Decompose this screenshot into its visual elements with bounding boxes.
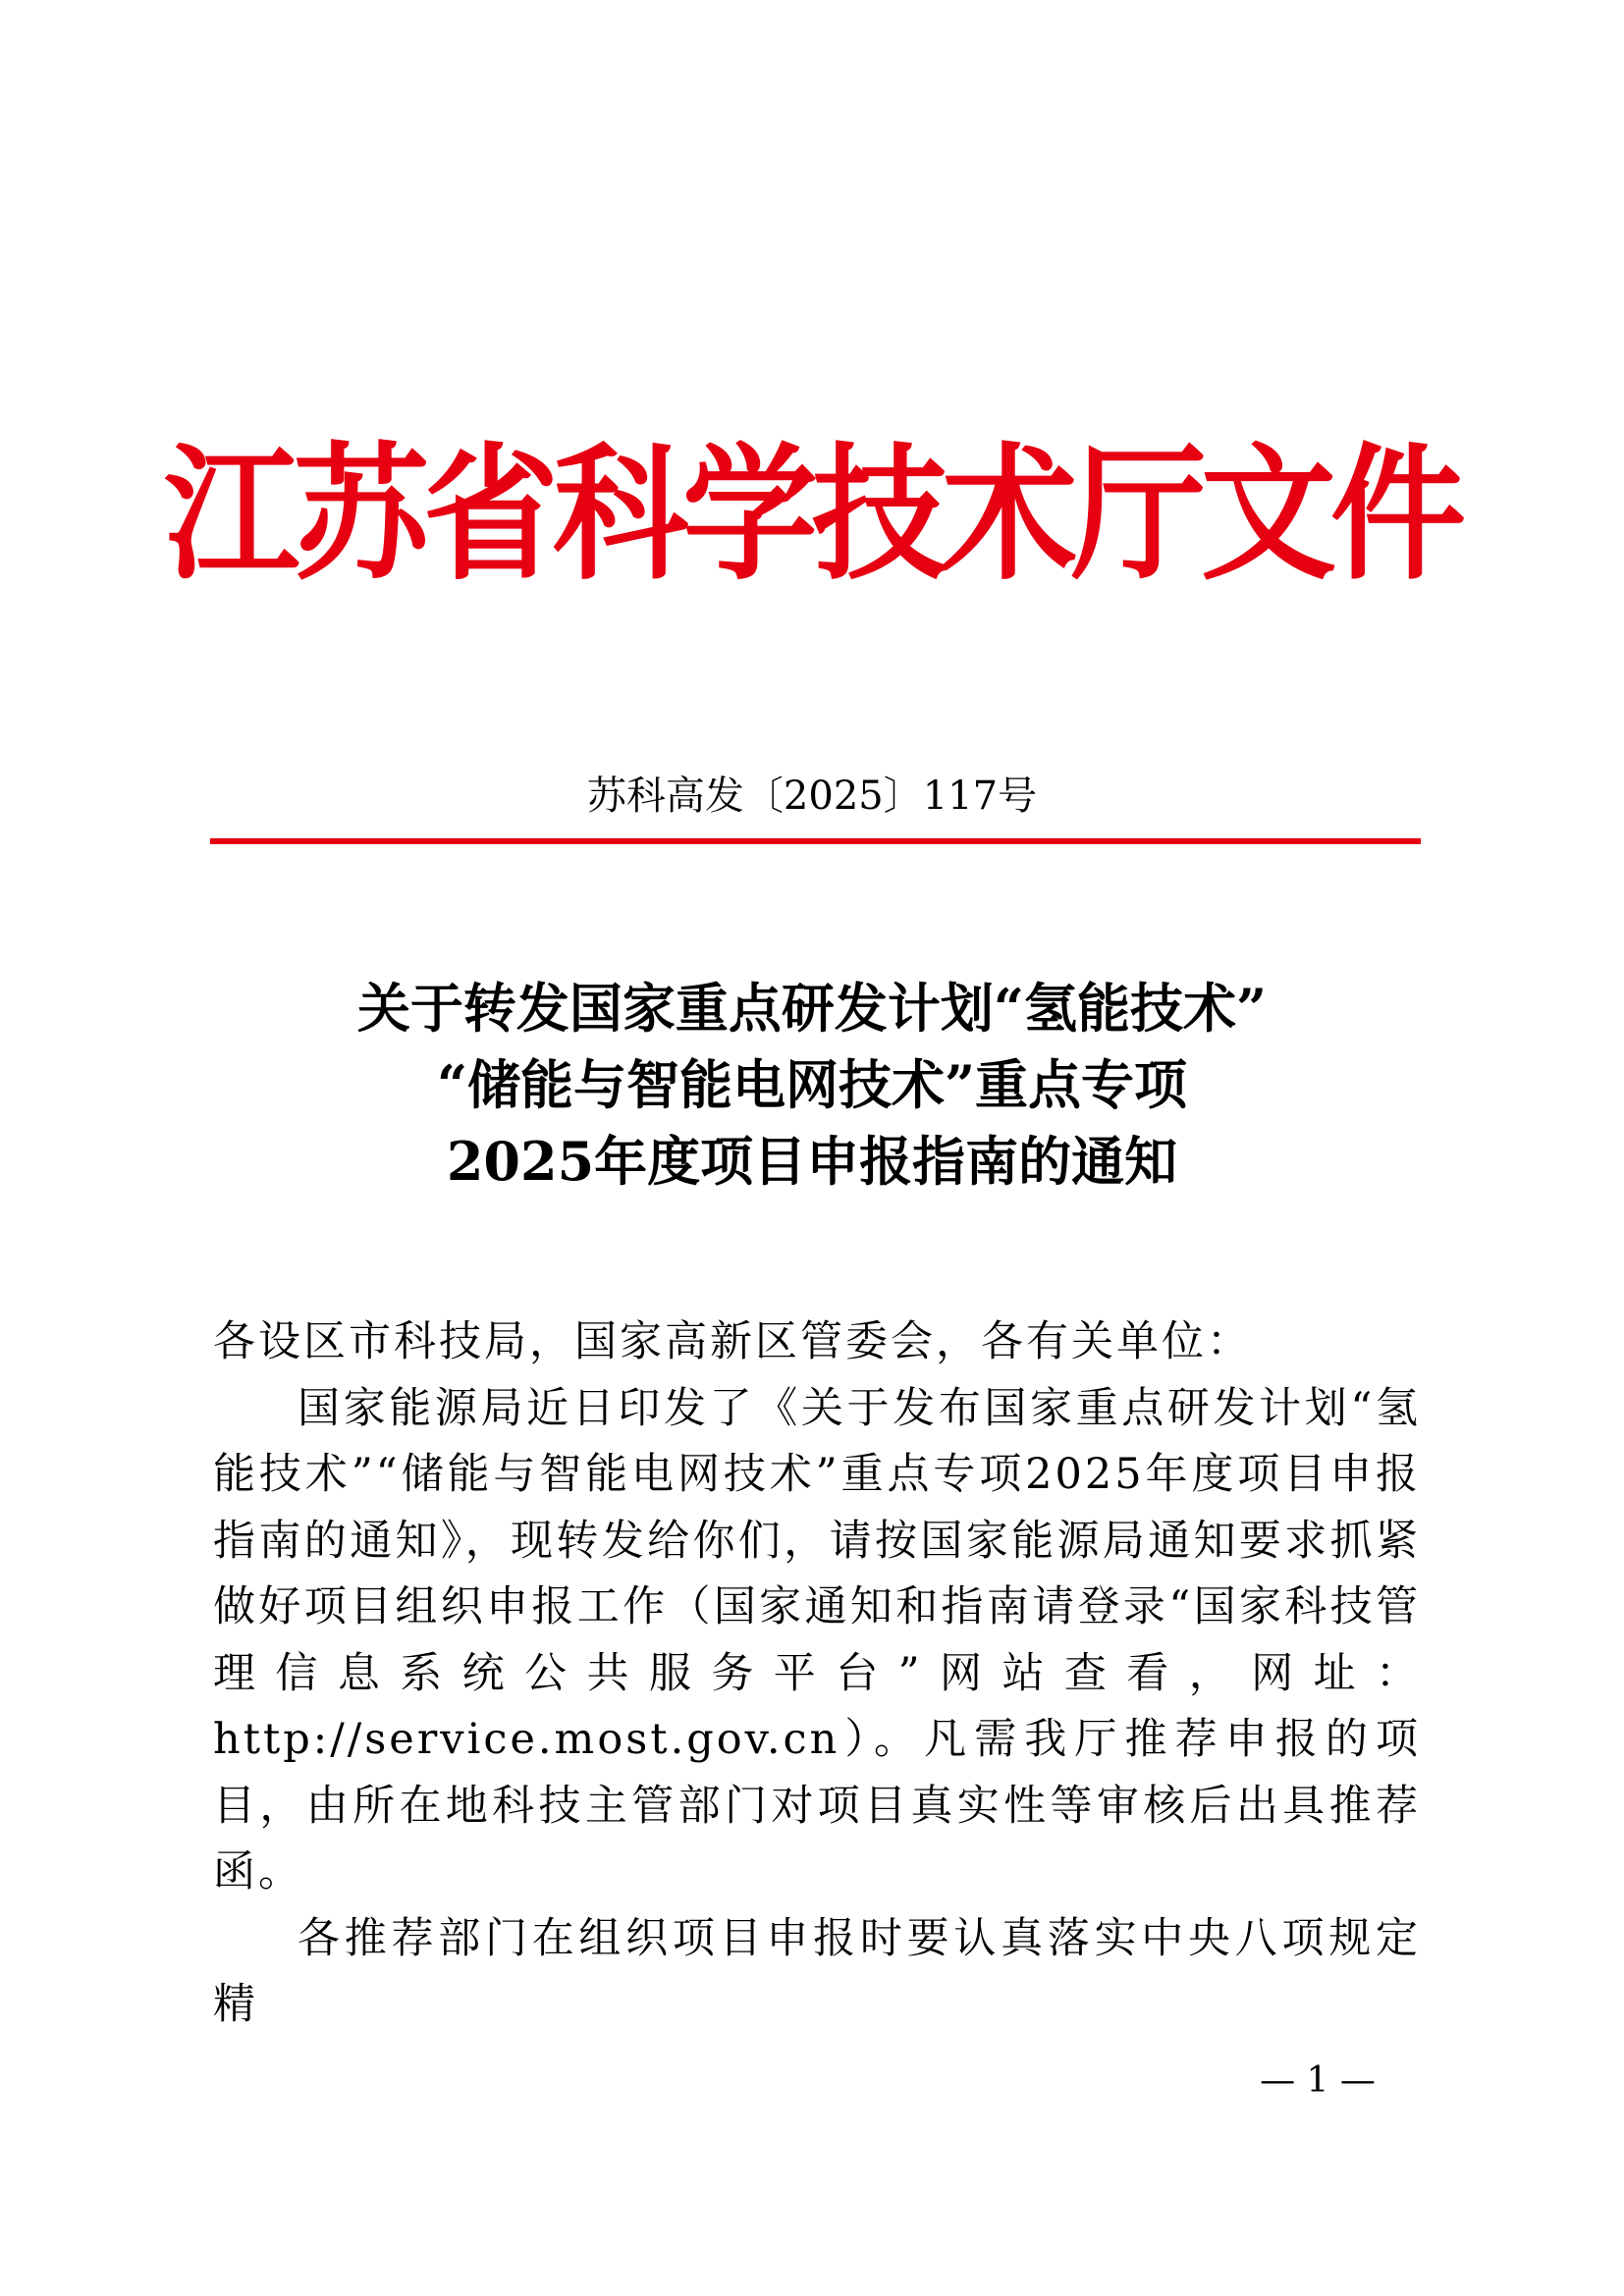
notice-body [213, 1309, 1421, 2039]
masthead-title: 江苏省科学技术厅文件 [163, 429, 1460, 601]
notice-title-line-2: “储能与智能电网技术”重点专项 [436, 1053, 1188, 1116]
notice-title-line-3: 2025年度项目申报指南的通知 [446, 1130, 1178, 1193]
salutation: 各设区市科技局，国家高新区管委会，各有关单位： [213, 1317, 1252, 1366]
body-paragraph-1: 国家能源局近日印发了《关于发布国家重点研发计划“氢能技术”“储能与智能电网技术”重点专项2025年度项目申报指南的通知》，现转发给你们，请按国家能源局通知要求抓紧做好项目组织申报工作（国家通知和指南请登录“国家科技管理信息系统公共服务平台”网站查看，网址：http://service.most.gov.cn）。凡需我厅推荐申报的项目，由所在地科技主管部门对项目真实性等审核后出具推荐函。 [213, 1383, 1421, 1896]
page-number: — 1 — [1260, 2060, 1376, 2101]
document-number: 苏科高发〔2025〕117号 [586, 774, 1038, 819]
body-paragraph-2: 各推荐部门在组织项目申报时要认真落实中央八项规定精 [213, 1913, 1421, 2029]
notice-title-line-1: 关于转发国家重点研发计划“氢能技术” [356, 977, 1268, 1040]
red-divider-line [210, 838, 1421, 844]
notice-title [0, 970, 1624, 1200]
